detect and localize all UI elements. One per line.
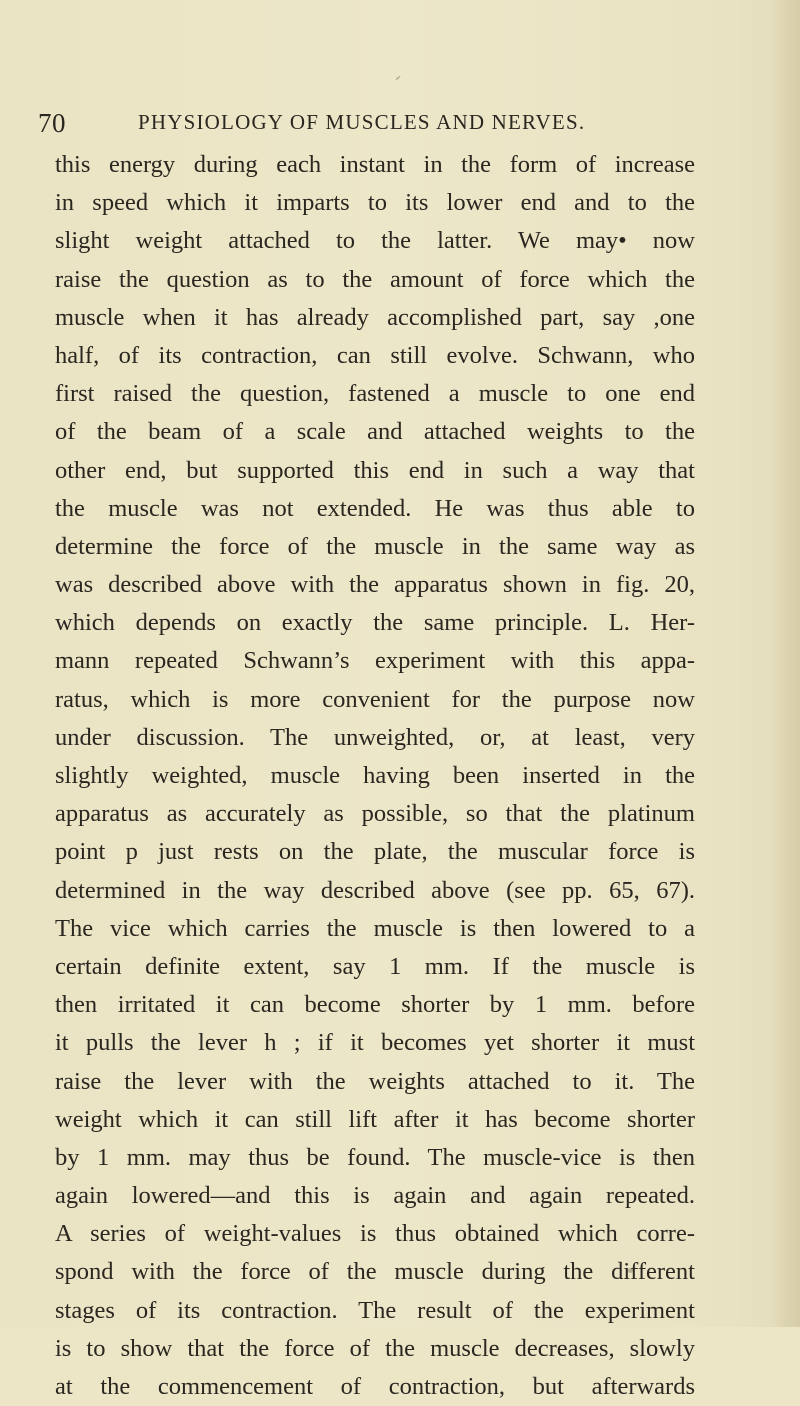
- text-line: The vice which carries the muscle is then lowered to a: [55, 914, 695, 942]
- text-line: stages of its contraction. The result of the experiment: [55, 1296, 695, 1324]
- text-line: which depends on exactly the same principle. L. Her-: [55, 609, 695, 637]
- text-line: A series of weight-values is thus obtained which corre-: [55, 1220, 695, 1248]
- text-line: apparatus as accurately as possible, so that the platinum: [55, 800, 695, 828]
- text-line: then irritated it can become shorter by 1 mm. before: [55, 991, 695, 1019]
- running-title: PHYSIOLOGY OF MUSCLES AND NERVES.: [138, 110, 586, 134]
- text-line: raise the lever with the weights attached to it. The: [55, 1067, 695, 1095]
- text-line: under discussion. The unweighted, or, at least, very: [55, 723, 695, 751]
- text-line: spond with the force of the muscle during the different: [55, 1258, 695, 1286]
- text-line: point p just rests on the plate, the muscular force is: [55, 838, 695, 866]
- text-line: it pulls the lever h ; if it becomes yet shorter it must: [55, 1029, 695, 1057]
- text-line: slightly weighted, muscle having been inserted in the: [55, 762, 695, 789]
- text-line: first raised the question, fastened a muscle to one end: [55, 380, 695, 408]
- page-header: [38, 108, 698, 144]
- text-line: slight weight attached to the latter. We may• now: [55, 227, 695, 255]
- text-line: muscle when it has already accomplished part, say ,one: [55, 303, 695, 331]
- text-line: again lowered—and this is again and again repeated.: [55, 1182, 695, 1210]
- text-line: ratus, which is more convenient for the purpose now: [55, 685, 695, 713]
- text-line: the muscle was not extended. He was thus able to: [55, 494, 695, 522]
- text-line: certain definite extent, say 1 mm. If the muscle is: [55, 952, 695, 980]
- text-line: determine the force of the muscle in the same way as: [55, 532, 695, 560]
- text-line: mann repeated Schwann’s experiment with this appa-: [55, 647, 695, 675]
- page-number: 70: [38, 108, 66, 138]
- text-line: half, of its contraction, can still evolve. Schwann, who: [55, 341, 695, 369]
- text-line: this energy during each instant in the form of increase: [55, 151, 695, 178]
- text-line: raise the question as to the amount of force which the: [55, 265, 695, 293]
- paper-speck: [628, 1268, 633, 1273]
- text-line: determined in the way described above (see pp. 65, 67).: [55, 876, 695, 904]
- text-line: in speed which it imparts to its lower end and to the: [55, 189, 695, 217]
- paper-speck: [395, 75, 401, 80]
- text-line: other end, but supported this end in such a way that: [55, 456, 695, 484]
- text-line: at the commencement of contraction, but afterwards: [55, 1373, 695, 1400]
- text-line: was described above with the apparatus shown in fig. 20,: [55, 571, 695, 599]
- text-line: is to show that the force of the muscle decreases, slowly: [55, 1334, 695, 1362]
- text-line: by 1 mm. may thus be found. The muscle-vice is then: [55, 1143, 695, 1171]
- page-edge-shadow: [770, 0, 800, 1327]
- text-line: weight which it can still lift after it has become shorter: [55, 1105, 695, 1133]
- text-line: of the beam of a scale and attached weights to the: [55, 418, 695, 446]
- body-text: [55, 146, 695, 1406]
